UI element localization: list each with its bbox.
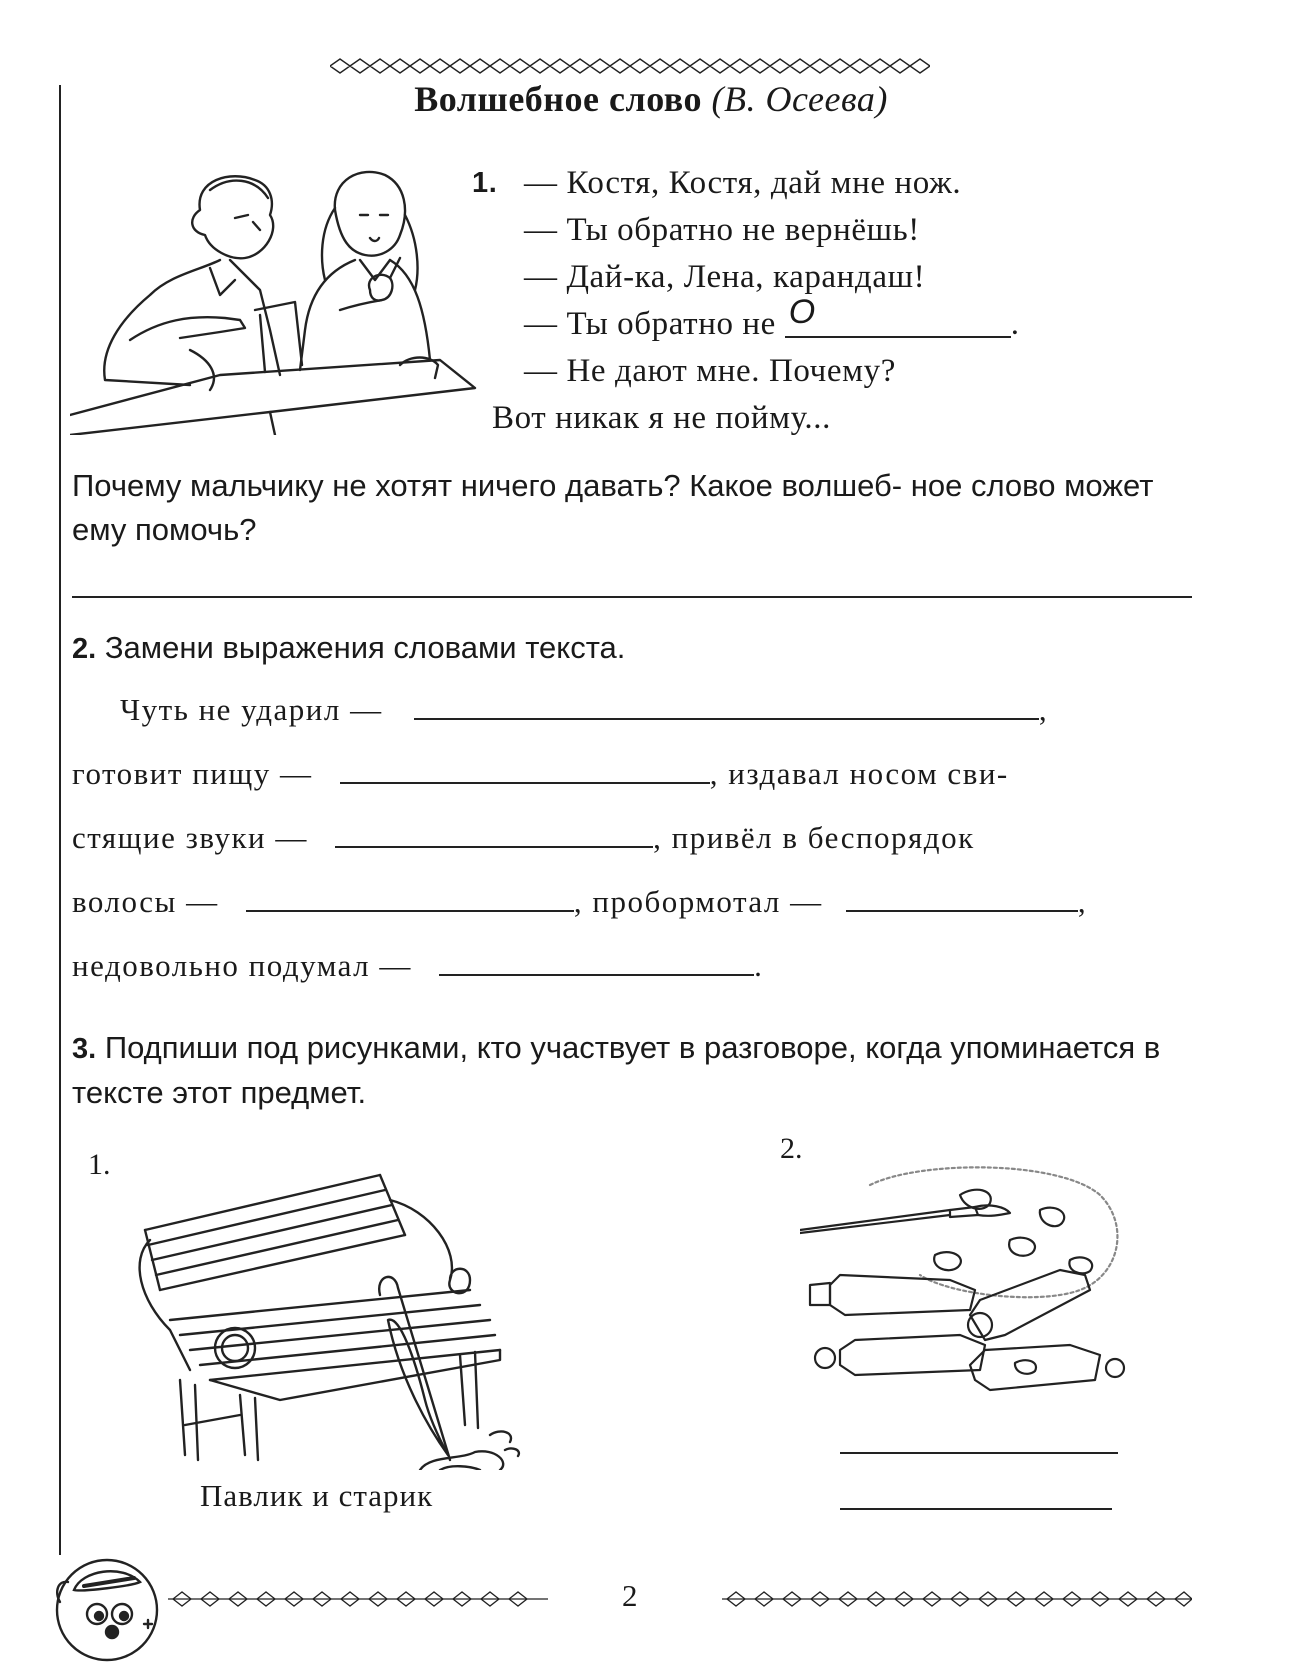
task2-blank-2[interactable] (340, 754, 710, 784)
picture-2-answer-line-2[interactable] (840, 1508, 1112, 1510)
task2-phrase-5: , привёл в беспорядок (653, 820, 975, 855)
bottom-ornament-right (722, 1588, 1192, 1610)
task2-row-1 (72, 690, 1197, 754)
task2-phrase-3: , издавал носом сви- (709, 756, 1009, 791)
poem-line-5: — Не дают мне. Почему? (524, 353, 896, 389)
task2-row-2 (72, 754, 1197, 818)
poem-line-4: — Ты обратно не (524, 306, 776, 342)
task1-answer-line[interactable] (72, 596, 1192, 598)
picture-2-label: 2. (780, 1132, 803, 1165)
handwritten-answer: О (788, 293, 816, 331)
picture-1-caption: Павлик и старик (200, 1478, 434, 1513)
task2-row-5 (72, 946, 1197, 1010)
task2-blank-5[interactable] (846, 882, 1078, 912)
task2-phrase-8: недовольно подумал — (72, 948, 412, 983)
poem-line-4-period: . (1010, 306, 1020, 342)
poem-line-2: — Ты обратно не вернёшь! (524, 212, 920, 248)
story-author: (В. Осеева) (711, 79, 888, 119)
task2-comma-1: , (1038, 692, 1049, 727)
story-title: Волшебное слово (414, 79, 702, 119)
task1-question: Почему мальчику не хотят ничего давать? Какое волшеб- ное слово может ему помочь? (72, 468, 1154, 547)
mascot-logo-icon (52, 1552, 162, 1664)
task2-blank-3[interactable] (335, 818, 653, 848)
bench-umbrella-illustration (130, 1170, 550, 1470)
task2-instruction: Замени выражения словами текста. (104, 630, 626, 665)
poem-line-1: — Костя, Костя, дай мне нож. (524, 165, 962, 201)
paints-brush-illustration (800, 1165, 1200, 1405)
picture-1-label: 1. (88, 1148, 111, 1181)
task2-number: 2. (72, 633, 97, 665)
task2-comma-2: , (1077, 884, 1088, 919)
task2-exercise (72, 690, 1197, 1010)
task2-row-4 (72, 882, 1197, 946)
task2-row-3 (72, 818, 1197, 882)
page-number: 2 (622, 1578, 638, 1613)
picture-2-answer-line-1[interactable] (840, 1452, 1118, 1454)
poem-answer-blank[interactable] (785, 293, 1011, 334)
task3-number: 3. (72, 1033, 97, 1065)
task2-period: . (754, 948, 764, 983)
poem-line-3: — Дай-ка, Лена, карандаш! (524, 259, 926, 295)
top-ornament (330, 56, 930, 76)
left-margin-rule (59, 85, 61, 1555)
task2-phrase-6: волосы — (72, 884, 219, 919)
task2-phrase-4: стящие звуки — (72, 820, 308, 855)
task2-blank-1[interactable] (414, 690, 1039, 720)
task3-instruction-row (72, 1026, 1197, 1115)
task2-phrase-1: Чуть не ударил — (120, 692, 383, 727)
task2-phrase-7: , пробормотал — (573, 884, 823, 919)
poem-line-6: Вот никак я не пойму... (492, 400, 831, 436)
task3-instruction: Подпиши под рисунками, кто участвует в разговоре, когда упоминается в тексте этот предмет. (72, 1030, 1161, 1110)
task1-poem (474, 160, 1020, 442)
task2-blank-4[interactable] (246, 882, 574, 912)
bottom-ornament-left (168, 1588, 548, 1610)
children-illustration (70, 160, 480, 435)
task2-phrase-2: готовит пищу — (72, 756, 313, 791)
task2-instruction-row (72, 630, 625, 666)
task1-number: 1. (472, 167, 498, 199)
task2-blank-6[interactable] (439, 946, 754, 976)
page-title (0, 78, 1302, 120)
